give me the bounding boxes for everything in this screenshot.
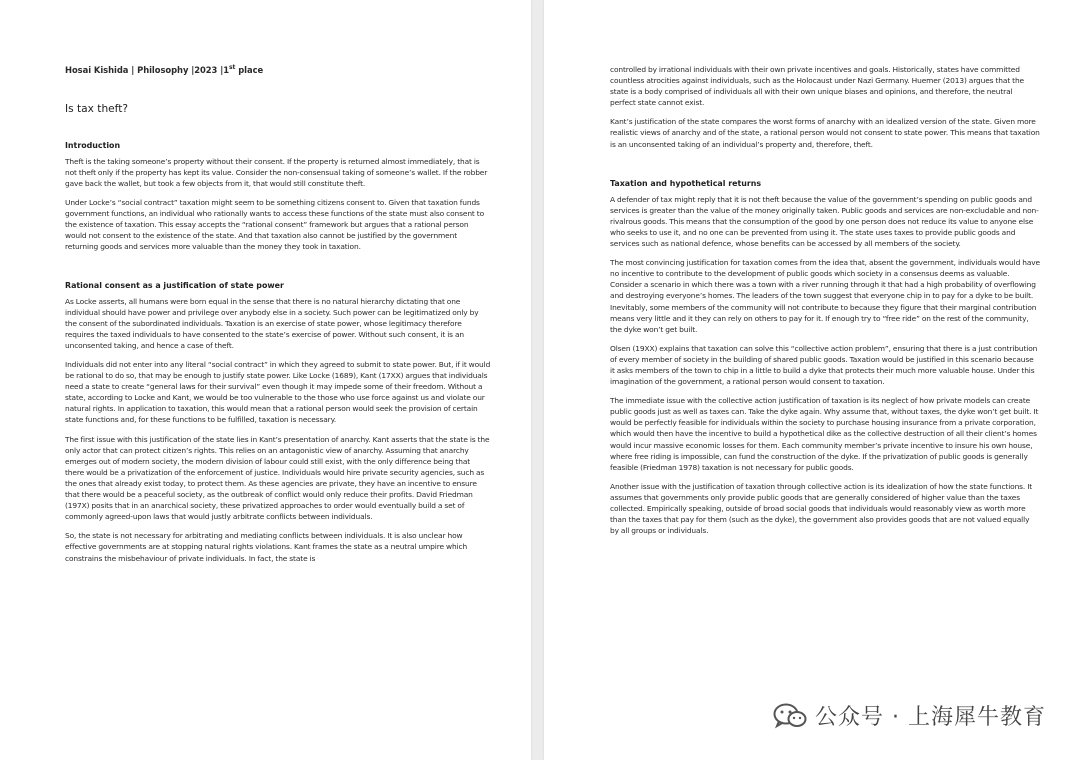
- header-place: place: [235, 64, 264, 75]
- paragraph: The immediate issue with the collective action justification of taxation is its neglect of how private models can create public goods just as well as taxes can. Take the dyke again. Why assume that, without taxes, the dyke won’t get built. It would be perfectly feasible for individuals within the society to purchase housing insurance from a private corporation, which would then have the incentive to build a hypothetical dike as the collective destruction of all their client’s homes would incur massive economic losses for them. Each community member’s private incentive to insure his own house, where free riding is impossible, can fund the construction of the dyke. If the privatization of public goods is generally feasible (Friedman 1978) taxation is not necessary for public goods.: [610, 396, 1039, 472]
- paragraph: Under Locke’s “social contract” taxation might seem to be something citizens consent to. Given that taxation funds government functions, an individual who rationally wants to access these functions of the state must also consent to the existence of taxation. This essay accepts the “rational consent” framework but argues that a rational person would not consent to the existence of the state. And that taxation also cannot be justified by the government returning goods and services more valuable than the money they took in taxation.: [65, 198, 485, 252]
- paragraph: Theft is the taking someone’s property without their consent. If the property is returned almost immediately, that is not theft only if the property has kept its value. Consider the non-consensual taking of someone’s wallet. If the robber gave back the wallet, but took a few objects from it, that would still constitute theft.: [65, 156, 488, 188]
- paragraph: Kant’s justification of the state compares the worst forms of anarchy with an idealized version of the state. Given more realistic views of anarchy and of the state, a rational person would not consent to state power. This means that taxation is an unconsented taking of an individual’s property and, therefore, theft.: [610, 117, 1040, 149]
- watermark-text: 公众号 · 上海犀牛教育: [815, 705, 1046, 730]
- paragraph: As Locke asserts, all humans were born equal in the sense that there is no natural hierarchy dictating that one individual should have power and privilege over anybody else in a society. Such power can be legitimatized only by the consent of the subordinated individuals. Taxation is an exercise of state power, whose legitimacy therefore requires the taxed individuals to have consented to the state’s exercise of power. Without such consent, it is an unconsented taking, and hence a case of theft.: [65, 296, 479, 350]
- document-header: [65, 64, 491, 75]
- section-heading-introduction: Introduction: [65, 140, 121, 150]
- document-title: Is tax theft?: [65, 102, 128, 115]
- wechat-icon: [773, 703, 807, 729]
- document-page-left: [0, 0, 531, 760]
- paragraph: The most convincing justification for taxation comes from the idea that, absent the government, individuals would have no incentive to contribute to the development of public goods which society in a consensus deems as valuable. Consider a scenario in which there was a town with a river running through it that had a high probability of overflowing and destroying everyone’s homes. The leaders of the town suggest that everyone chip in to pay for a dyke to be built. Inevitably, some members of the community will not contribute to because they figure that their marginal contribution means very little and it they can rely on others to pay for it. If enough try to “free ride” on the rest of the community, the dyke won’t get built.: [610, 258, 1040, 334]
- header-author: Hosai Kishida | Philosophy |2023 |1: [65, 64, 229, 75]
- spacer: [610, 158, 1040, 179]
- paragraph: Another issue with the justification of taxation through collective action is its idealization of how the state functions. It assumes that governments only provide public goods that are generally considered of higher value than the taxes collected. Empirically speaking, outside of broad social goods that individuals would reasonably view as worth more than the taxes that pay for them (such as the dyke), the government also provides goods that are not valued equally by all groups or individuals.: [610, 481, 1033, 536]
- section-heading-rational-consent: Rational consent as a justification of state power: [65, 280, 284, 290]
- paragraph: A defender of tax might reply that it is not theft because the value of the government’s spending on public goods and services is greater than the value of the money originally taken. Public goods and services are non-excludable and non-rivalrous goods. This means that the consumption of the good by one person does not reduce its value to anyone else who seeks to use it, and no one can be prevented from using it. The state uses taxes to provide public goods and services such as national defence, whose benefits can be accessed by all members of the society.: [610, 194, 1039, 249]
- paragraph: The first issue with this justification of the state lies in Kant’s presentation of anarchy. Kant asserts that the state is the only actor that can protect citizen’s rights. This relies on an antagonistic view of anarchy. Assuming that anarchy emerges out of modern society, the modern division of labour could still exist, with the only difference being that there would be a privatization of the enforcement of justice. Individuals would hire private security agencies, such as the ones that already exist today, to protect them. As these agencies are private, they have an incentive to ensure that there would be a peaceful society, as the outbreak of conflict would only reduce their profits. David Friedman (197X) posits that in an anarchical society, these privatized approaches to order would eventually build a set of commonly agreed-upon laws that would justly arbitrate conflicts between individuals.: [65, 434, 490, 522]
- paragraph: Individuals did not enter into any literal “social contract” in which they agreed to submit to state power. But, if it would be rational to do so, that may be enough to justify state power. Like Locke (1689), Kant (17XX) argues that individuals need a state to create “general laws for their survival” even though it may impede some of their freedom. Without a state, according to Locke and Kant, we would be too vulnerable to the those who use force against us and violate our natural rights. In application to taxation, this would mean that a rational person would seek the provision of certain state functions and, for these functions to be fulfilled, taxation is necessary.: [65, 360, 491, 425]
- paragraph: So, the state is not necessary for arbitrating and mediating conflicts between individuals. It is also unclear how effective governments are at stopping natural rights violations. Kant frames the state as a neutral umpire which constrains the misbehaviour of private individuals. In fact, the state is: [65, 531, 468, 563]
- watermark: [773, 700, 1046, 731]
- section-heading-hypothetical-returns: Taxation and hypothetical returns: [610, 178, 762, 188]
- paragraph: controlled by irrational individuals with their own private incentives and goals. Historically, states have committed countless atrocities against individuals, such as the Holocaust under Nazi Germany. Huemer (2013) argues that the state is a body comprised of individuals all with their own unique biases and opinions, and therefore, the neutral perfect state cannot exist.: [610, 65, 1024, 108]
- spacer: [65, 261, 491, 281]
- paragraph: Olsen (19XX) explains that taxation can solve this “collective action problem”, ensuring that there is a just contribution of every member of society in the building of shared public goods. Taxation would be justified in this scenario because it asks members of the town to chip in a little to build a dyke that protects their much more valuable house. Under this imagination of the government, a rational person would consent to taxation.: [610, 343, 1038, 387]
- header-place-superscript: st: [229, 64, 236, 71]
- document-page-right: [544, 0, 1080, 760]
